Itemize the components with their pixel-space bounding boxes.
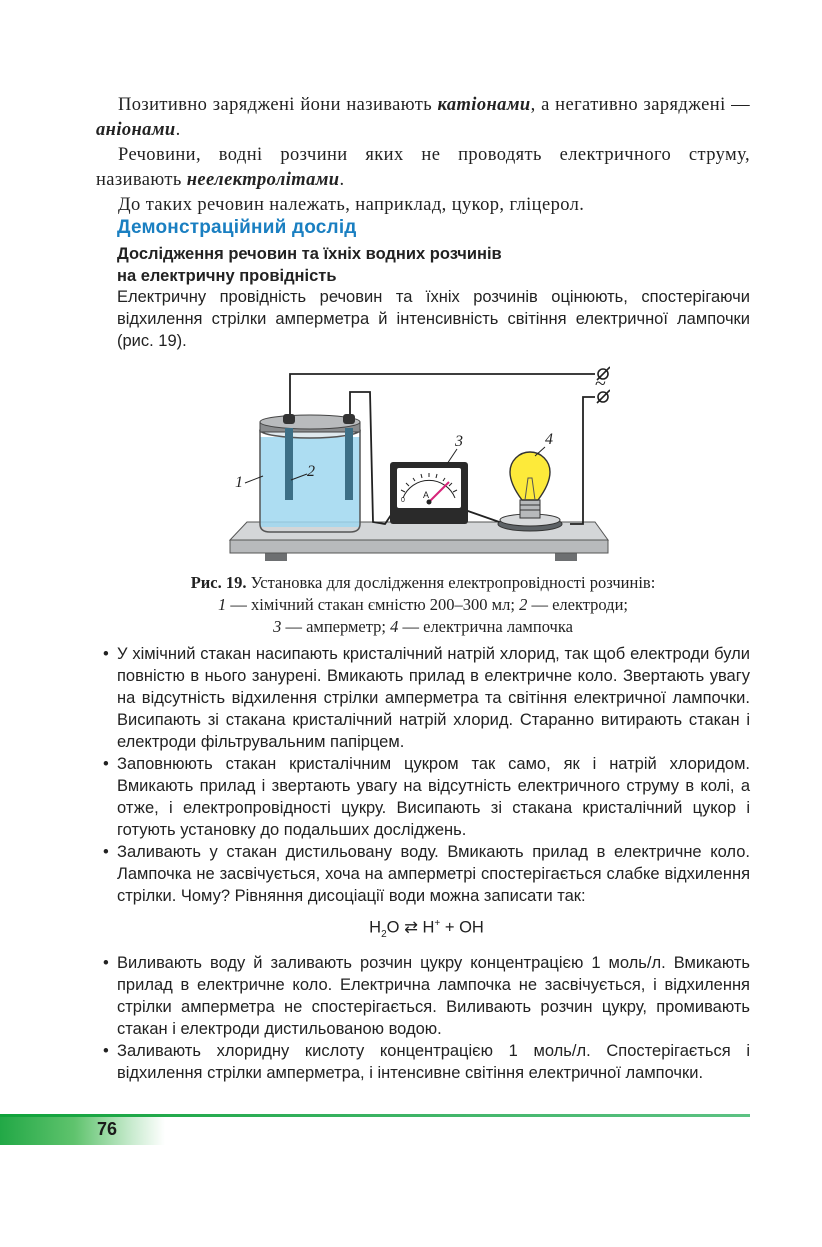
experiment-title: Дослідження речовин та їхніх водних розчинів на електричну провідність (117, 245, 502, 285)
electrode-left (285, 428, 293, 500)
caption-ref: Рис. 19. (190, 573, 247, 592)
water-dissociation-equation: $H_2O$ ⇄ H+ + OH (369, 918, 484, 940)
label-4: 4 (545, 431, 553, 448)
ammeter-zero: 0 (401, 497, 405, 504)
lamp-socket (520, 500, 540, 518)
wire-lamp-source (570, 397, 595, 524)
list-item: • Заливають у стакан дистильовану воду. Вмикають прилад в електричне коло. Лампочка не засвічується, хоча на амперметрі спостерігається слабке відхилення стрілки. Чому? Рівняння дисоціації води можна записати так: (103, 843, 750, 905)
term-nonelectrolytes: неелектролітами (186, 170, 340, 190)
page-number-band (0, 1117, 165, 1145)
demo-heading: Демонстраційний дослід (117, 217, 357, 238)
apparatus-figure (225, 352, 610, 567)
experiment-description: Електричну провідність речовин та їхніх розчинів оцінюють, спостерігаючи відхилення стрілки амперметра й інтенсивність світіння електричної лампочки (рис. 19). (117, 288, 750, 350)
ac-symbol: ~ (595, 373, 606, 395)
procedure-list (103, 643, 750, 1084)
term-anions: аніонами (96, 120, 176, 140)
table-front (230, 540, 608, 553)
figure-caption: Рис. 19. Установка для дослідження електропровідності розчинів: 1 — хімічний стакан ємністю 200–300 мл; 2 — електроди; 3 — амперметр; 4 — електрична лампочка (190, 573, 656, 636)
paragraph-cations: Позитивно заряджені йони називають катіонами, а негативно заряджені — аніонами. (96, 95, 750, 140)
electrode-right (345, 428, 353, 500)
label-3: 3 (455, 433, 463, 450)
term-cations: катіонами (437, 95, 531, 115)
lamp-bulb (510, 452, 550, 500)
page-number: 76 (97, 1119, 118, 1139)
label-1: 1 (235, 474, 243, 491)
list-item: • Заливають хлоридну кислоту концентрацією 1 моль/л. Спостерігається і відхилення стрілки амперметра, і інтенсивне світіння електричної лампочки. (103, 1041, 750, 1082)
list-item: • Заповнюють стакан кристалічним цукром так само, як і натрій хлоридом. Вмикають прилад і звертають увагу на відсутність електричного струму в колі, а отже, і електропровідності цукру. Висипають зі стакана кристалічний цукор і готують установку до подальших досліджень. (103, 755, 750, 839)
ammeter-letter: A (423, 490, 430, 500)
paragraph-examples: До таких речовин належать, наприклад, цукор, гліцерол. (118, 195, 585, 215)
paragraph-nonelectrolytes: Речовини, водні розчини яких не проводять електричного струму, називають неелектролітами. (96, 145, 750, 190)
label-2: 2 (307, 463, 315, 480)
intro-text (96, 93, 750, 218)
list-item: • Виливають воду й заливають розчин цукру концентрацією 1 моль/л. Вмикають прилад в електричне коло. Електрична лампочка не засвічується, і відхилення стрілки амперметра не спостерігається. Виливають розчин цукру, промивають стакан і електроди дистильованою водою. (103, 953, 750, 1038)
list-item: • У хімічний стакан насипають кристалічний натрій хлорид, так щоб електроди були повністю в нього занурені. Вмикають прилад в електричне коло. Звертають увагу на відсутність відхилення стрілки амперметра та світіння електричної лампочки. Висипають зі стакана кристалічний натрій хлорид. Старанно витирають стакан і електроди фільтрувальним папірцем. (103, 645, 750, 751)
